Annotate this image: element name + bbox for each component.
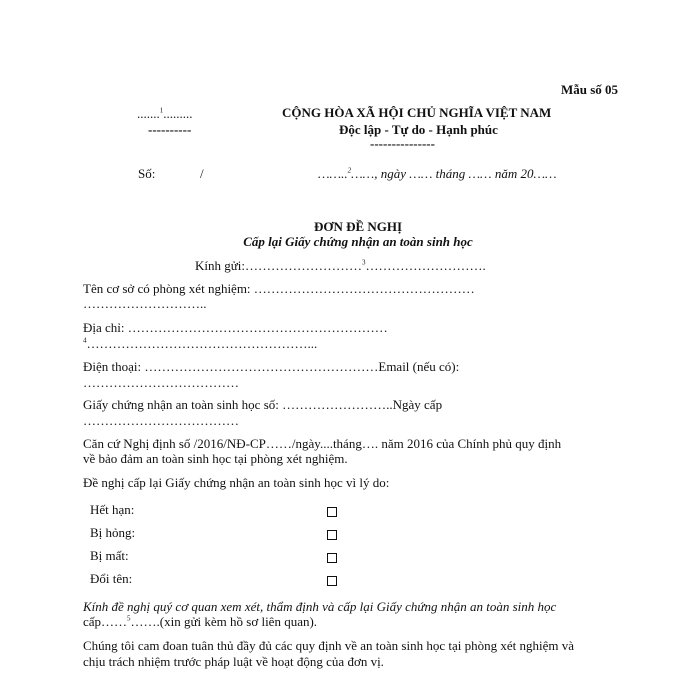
reason-expired-label: Hết hạn: xyxy=(90,502,135,517)
document-subtitle: Cấp lại Giấy chứng nhận an toàn sinh học xyxy=(243,234,473,249)
reason-rename-label: Đổi tên: xyxy=(90,571,133,586)
commitment-line: Chúng tôi cam đoan tuân thủ đầy đủ các quy định về an toàn sinh học tại phòng xét nghiệm và xyxy=(83,638,575,653)
request-body-suffix: …….(xin gửi kèm hồ sơ liên quan). xyxy=(130,614,318,629)
address-continuation-text: ……………………………………………... xyxy=(86,336,318,351)
facility-name-continuation: ……………………….. xyxy=(83,296,207,311)
commitment-continuation: chịu trách nhiệm trước pháp luật về hoạt động của đơn vị. xyxy=(83,654,384,669)
reason-lost-checkbox[interactable] xyxy=(327,551,337,567)
place-suffix: ……, ngày …… tháng …… năm 20…… xyxy=(351,166,557,181)
number-slash: / xyxy=(200,166,204,181)
checkbox-icon xyxy=(327,507,337,517)
document-title: ĐƠN ĐỀ NGHỊ xyxy=(313,219,403,234)
country-name: CỘNG HÒA XÃ HỘI CHỦ NGHĨA VIỆT NAM xyxy=(282,105,552,120)
checkbox-icon xyxy=(327,576,337,586)
footnote-marker-4: 4 xyxy=(83,336,87,345)
reason-expired-checkbox[interactable] xyxy=(327,505,337,521)
reason-damaged-checkbox[interactable] xyxy=(327,528,337,544)
footnote-marker-2: 2 xyxy=(347,166,352,175)
recipient-suffix: ………………………. xyxy=(365,258,486,273)
checkbox-icon xyxy=(327,530,337,540)
number-label: Số: xyxy=(138,166,156,181)
org-name-placeholder xyxy=(137,106,193,122)
recipient-prefix: Kính gửi:……………………… xyxy=(195,258,363,273)
request-body-continuation xyxy=(83,614,317,630)
footnote-marker-5: 5 xyxy=(127,614,131,623)
org-name-suffix: ......... xyxy=(163,106,193,121)
address-line: Địa chỉ: …………………………………………………… xyxy=(83,320,388,335)
decree-continuation: về bảo đảm an toàn sinh học tại phòng xét nghiệm. xyxy=(83,451,348,466)
request-body-prefix: cấp…… xyxy=(83,614,128,629)
reason-lost-label: Bị mất: xyxy=(90,548,129,563)
org-name-prefix: ....... xyxy=(137,106,160,121)
place-date-line xyxy=(318,166,557,182)
place-prefix: …….. xyxy=(318,166,348,181)
certificate-continuation: ……………………………… xyxy=(83,413,239,428)
reason-rename-checkbox[interactable] xyxy=(327,574,337,590)
motto: Độc lập - Tự do - Hạnh phúc xyxy=(339,122,498,137)
phone-email-line: Điện thoại: ………………………………………………Email (nếu có): xyxy=(83,359,460,374)
recipient-line xyxy=(195,258,486,274)
org-underline: ---------- xyxy=(148,122,192,137)
checkbox-icon xyxy=(327,553,337,563)
motto-underline: --------------- xyxy=(370,136,435,151)
phone-email-continuation: ……………………………… xyxy=(83,375,239,390)
facility-name-line: Tên cơ sở có phòng xét nghiệm: …………………………………………… xyxy=(83,281,475,296)
reason-damaged-label: Bị hỏng: xyxy=(90,525,136,540)
decree-line: Căn cứ Nghị định số /2016/NĐ-CP……/ngày....tháng…. năm 2016 của Chính phủ quy định xyxy=(83,436,562,451)
address-continuation xyxy=(83,336,317,352)
footnote-marker-1: 1 xyxy=(159,106,164,115)
footnote-marker-3: 3 xyxy=(362,258,366,267)
request-body-line: Kính đề nghị quý cơ quan xem xét, thẩm định và cấp lại Giấy chứng nhận an toàn sinh học xyxy=(83,599,557,614)
form-number: Mẫu số 05 xyxy=(560,82,618,97)
request-reason-line: Đề nghị cấp lại Giấy chứng nhận an toàn sinh học vì lý do: xyxy=(83,475,390,490)
certificate-line: Giấy chứng nhận an toàn sinh học số: ……………………..Ngày cấp xyxy=(83,397,443,412)
